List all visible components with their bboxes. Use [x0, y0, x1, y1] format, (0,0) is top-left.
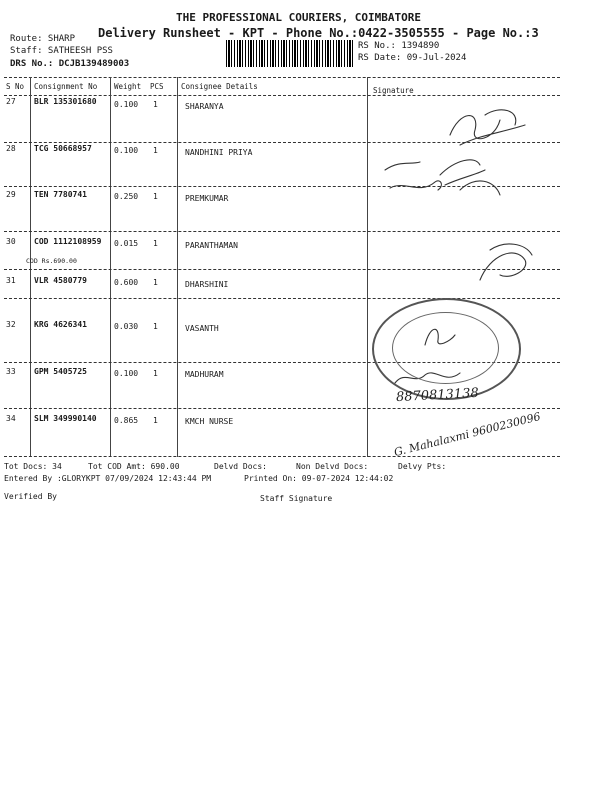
total-docs: Tot Docs: 34	[4, 462, 62, 471]
row-sno: 30	[6, 237, 16, 246]
row-consignee: PREMKUMAR	[185, 194, 229, 203]
row-consignee: NANDHINI PRIYA	[185, 148, 253, 157]
staff-signature: Staff Signature	[260, 494, 333, 503]
row-rule	[4, 298, 560, 299]
non-delivered-docs: Non Delvd Docs:	[296, 462, 369, 471]
row-consignment: VLR 4580779	[34, 276, 87, 285]
signature-scribble	[470, 235, 540, 295]
row-consignee: KMCH NURSE	[185, 417, 234, 426]
company-stamp-inner	[392, 312, 499, 384]
col-divider	[177, 77, 178, 457]
row-weight: 0.015	[114, 239, 139, 248]
row-weight: 0.100	[114, 369, 139, 378]
route-label: Route: SHARP	[10, 34, 76, 44]
staff-label: Staff: SATHEESH PSS	[10, 46, 113, 56]
table-header-rule	[4, 95, 560, 96]
col-divider	[110, 77, 111, 457]
row-pcs: 1	[153, 146, 158, 155]
row-rule	[4, 231, 560, 232]
row-weight: 0.100	[114, 100, 139, 109]
cod-amount-note: COD Rs.690.00	[26, 257, 77, 265]
row-pcs: 1	[153, 100, 158, 109]
col-header-sno: S No	[6, 82, 25, 91]
col-header-pcs: PCS	[150, 82, 164, 91]
drs-number: DRS No.: DCJB139489003	[10, 59, 130, 69]
barcode	[226, 40, 354, 67]
col-divider	[367, 77, 368, 457]
row-pcs: 1	[153, 369, 158, 378]
row-weight: 0.865	[114, 416, 139, 425]
row-pcs: 1	[153, 416, 158, 425]
rs-number: RS No.: 1394890	[358, 41, 440, 51]
row-sno: 27	[6, 97, 16, 106]
row-sno: 33	[6, 367, 16, 376]
row-consignment: BLR 135301680	[34, 97, 97, 106]
row-sno: 31	[6, 276, 16, 285]
handwritten-name: G. Mahalaxmi 9600230096	[392, 409, 542, 460]
col-header-weight: Weight	[114, 82, 142, 91]
delivery-points: Delvy Pts:	[398, 462, 447, 471]
signature-scribble	[380, 170, 510, 210]
row-consignee: VASANTH	[185, 324, 219, 333]
printed-on: Printed On: 09-07-2024 12:44:02	[244, 474, 394, 483]
company-title: THE PROFESSIONAL COURIERS, COIMBATORE	[176, 11, 422, 24]
row-consignee: PARANTHAMAN	[185, 241, 238, 250]
row-sno: 32	[6, 320, 16, 329]
verified-by: Verified By	[4, 492, 57, 501]
row-weight: 0.100	[114, 146, 139, 155]
row-sno: 28	[6, 144, 16, 153]
signature-scribble	[440, 105, 530, 150]
row-consignee: DHARSHINI	[185, 280, 229, 289]
row-weight: 0.030	[114, 322, 139, 331]
row-consignee: MADHURAM	[185, 370, 224, 379]
row-pcs: 1	[153, 192, 158, 201]
row-weight: 0.600	[114, 278, 139, 287]
row-sno: 34	[6, 414, 16, 423]
row-consignment: KRG 4626341	[34, 320, 87, 329]
col-divider	[30, 77, 31, 457]
col-header-consignee: Consignee Details	[181, 82, 258, 91]
table-top-rule	[4, 77, 560, 78]
runsheet-title: Delivery Runsheet - KPT - Phone No.:0422-3505555 - Page No.:3	[98, 26, 539, 40]
row-pcs: 1	[153, 278, 158, 287]
col-header-consignment: Consignment No	[34, 82, 98, 91]
delivered-docs: Delvd Docs:	[214, 462, 267, 471]
col-header-signature: Signature	[373, 86, 414, 95]
row-consignment: COD 1112108959	[34, 237, 102, 246]
row-consignment: TEN 7780741	[34, 190, 87, 199]
row-pcs: 1	[153, 322, 158, 331]
row-consignment: TCG 50668957	[34, 144, 92, 153]
row-sno: 29	[6, 190, 16, 199]
total-cod-amount: Tot COD Amt: 690.00	[88, 462, 180, 471]
row-weight: 0.250	[114, 192, 139, 201]
entered-by: Entered By :GLORYKPT 07/09/2024 12:43:44 PM	[4, 474, 212, 483]
table-bottom-rule	[4, 456, 560, 457]
handwritten-phone: 8870813138	[395, 385, 480, 406]
row-consignee: SHARANYA	[185, 102, 224, 111]
row-rule	[4, 408, 560, 409]
rs-date: RS Date: 09-Jul-2024	[358, 53, 467, 63]
row-consignment: GPM 5405725	[34, 367, 87, 376]
row-consignment: SLM 349990140	[34, 414, 97, 423]
row-pcs: 1	[153, 239, 158, 248]
